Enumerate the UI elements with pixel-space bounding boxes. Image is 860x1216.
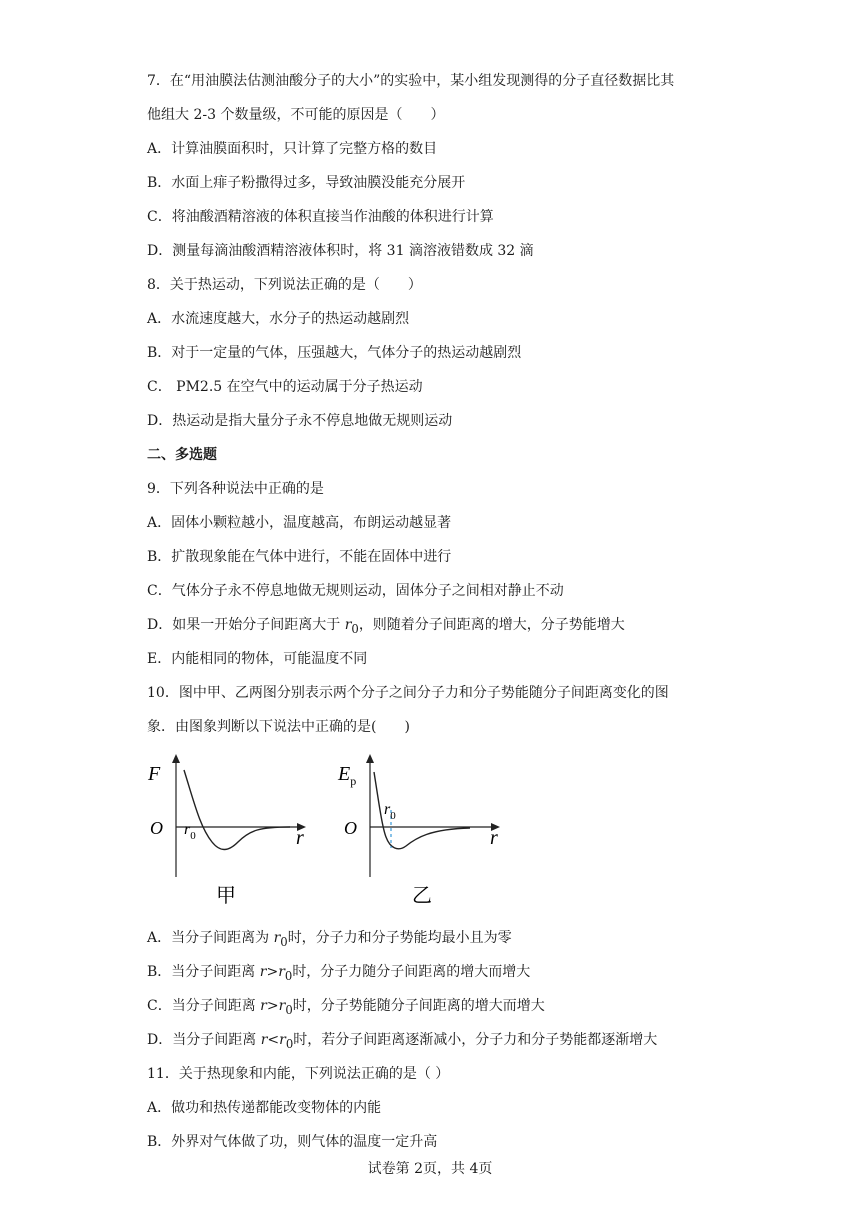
r-symbol: r bbox=[279, 1032, 286, 1048]
q10-option-b bbox=[147, 962, 530, 986]
q9-option-d-post: ，则随着分子间距离的增大，分子势能增大 bbox=[358, 617, 625, 633]
q8-option-a: A．水流速度越大，水分子的热运动越剧烈 bbox=[147, 311, 410, 327]
q7-option-c: C．将油酸酒精溶液的体积直接当作油酸的体积进行计算 bbox=[147, 209, 494, 225]
q11-stem: 11．关于热现象和内能，下列说法正确的是（ ） bbox=[147, 1066, 450, 1082]
q7-option-a: A．计算油膜面积时，只计算了完整方格的数目 bbox=[147, 141, 438, 157]
q9-option-e: E．内能相同的物体，可能温度不同 bbox=[147, 651, 368, 667]
q10-option-d-post: 时，若分子间距离逐渐减小，分子力和分子势能都逐渐增大 bbox=[293, 1032, 658, 1048]
q9-option-d bbox=[147, 615, 625, 639]
q10-option-b-pre: B．当分子间距离 bbox=[147, 964, 260, 980]
q10-option-d bbox=[147, 1030, 657, 1054]
graph-jia-r0: $r_0$ bbox=[184, 821, 196, 842]
r-symbol: r bbox=[273, 930, 281, 946]
q8-stem: 8．关于热运动，下列说法正确的是（ ） bbox=[147, 277, 422, 293]
q10-figure bbox=[140, 752, 520, 912]
r-symbol: r bbox=[260, 1032, 268, 1048]
q10-option-d-pre: D．当分子间距离 bbox=[147, 1032, 261, 1048]
graph-yi-origin: O bbox=[344, 818, 357, 838]
graph-yi-r0: $r_0$ bbox=[384, 801, 396, 822]
graph-yi-x-label: r bbox=[490, 827, 498, 849]
graph-yi-caption: 乙 bbox=[412, 883, 432, 907]
r-symbol: r bbox=[259, 964, 267, 980]
q10-option-c-pre: C．当分子间距离 bbox=[147, 998, 261, 1014]
q7-stem-line2: 他组大 2-3 个数量级，不可能的原因是（ ） bbox=[147, 107, 445, 123]
q10-option-a bbox=[147, 928, 512, 952]
q10-stem-line1: 10．图中甲、乙两图分别表示两个分子之间分子力和分子势能随分子间距离变化的图 bbox=[147, 685, 669, 701]
r-symbol: r bbox=[344, 617, 352, 633]
graph-jia-y-label: F bbox=[148, 763, 161, 785]
graph-jia bbox=[147, 754, 306, 907]
q9-option-b: B．扩散现象能在气体中进行，不能在固体中进行 bbox=[147, 549, 452, 565]
r-symbol: r bbox=[278, 998, 286, 1014]
subscript-zero: 0 bbox=[285, 1002, 293, 1017]
q9-option-c: C．气体分子永不停息地做无规则运动，固体分子之间相对静止不动 bbox=[147, 583, 564, 599]
graph-jia-caption: 甲 bbox=[216, 883, 236, 907]
q10-stem-line2: 象．由图象判断以下说法中正确的是( ) bbox=[147, 719, 410, 735]
comparison-symbol: > bbox=[266, 964, 279, 980]
subscript-zero: 0 bbox=[285, 1036, 294, 1051]
r-symbol: r bbox=[260, 998, 267, 1014]
q11-option-a: A．做功和热传递都能改变物体的内能 bbox=[147, 1100, 382, 1116]
q11-option-b: B．外界对气体做了功，则气体的温度一定升高 bbox=[147, 1134, 438, 1150]
q10-option-c-post: 时，分子势能随分子间距离的增大而增大 bbox=[292, 998, 545, 1014]
q7-option-d: D．测量每滴油酸酒精溶液体积时，将 31 滴溶液错数成 32 滴 bbox=[147, 243, 534, 259]
q10-option-a-pre: A．当分子间距离为 bbox=[147, 930, 274, 946]
q8-option-d: D．热运动是指大量分子永不停息地做无规则运动 bbox=[147, 413, 453, 429]
comparison-symbol: > bbox=[266, 998, 279, 1014]
q9-stem: 9．下列各种说法中正确的是 bbox=[147, 481, 324, 497]
r-symbol: r bbox=[278, 964, 285, 980]
graph-yi-y-label: $E_p$ bbox=[338, 763, 357, 788]
subscript-zero: 0 bbox=[280, 934, 288, 949]
q9-option-a: A．固体小颗粒越小，温度越高，布朗运动越显著 bbox=[147, 515, 452, 531]
graph-jia-x-label: r bbox=[296, 827, 304, 849]
graph-jia-origin: O bbox=[150, 818, 163, 838]
q9-option-d-pre: D．如果一开始分子间距离大于 bbox=[147, 617, 345, 633]
q10-option-a-post: 时，分子力和分子势能均最小且为零 bbox=[287, 930, 512, 946]
q7-option-b: B．水面上痱子粉撒得过多，导致油膜没能充分展开 bbox=[147, 175, 466, 191]
page-footer: 试卷第 2页，共 4页 bbox=[367, 1161, 493, 1177]
subscript-zero: 0 bbox=[351, 621, 359, 636]
q10-option-b-post: 时，分子力随分子间距离的增大而增大 bbox=[292, 964, 531, 980]
q10-option-c bbox=[147, 996, 545, 1020]
q8-option-c: C． PM2.5 在空气中的运动属于分子热运动 bbox=[147, 379, 423, 395]
subscript-zero: 0 bbox=[284, 968, 293, 983]
graph-yi bbox=[337, 754, 500, 907]
section-heading-multiple-choice: 二、多选题 bbox=[147, 447, 217, 463]
q7-stem-line1: 7．在“用油膜法估测油酸分子的大小”的实验中，某小组发现测得的分子直径数据比其 bbox=[147, 73, 675, 89]
comparison-symbol: < bbox=[267, 1032, 280, 1048]
q8-option-b: B．对于一定量的气体，压强越大，气体分子的热运动越剧烈 bbox=[147, 345, 522, 361]
